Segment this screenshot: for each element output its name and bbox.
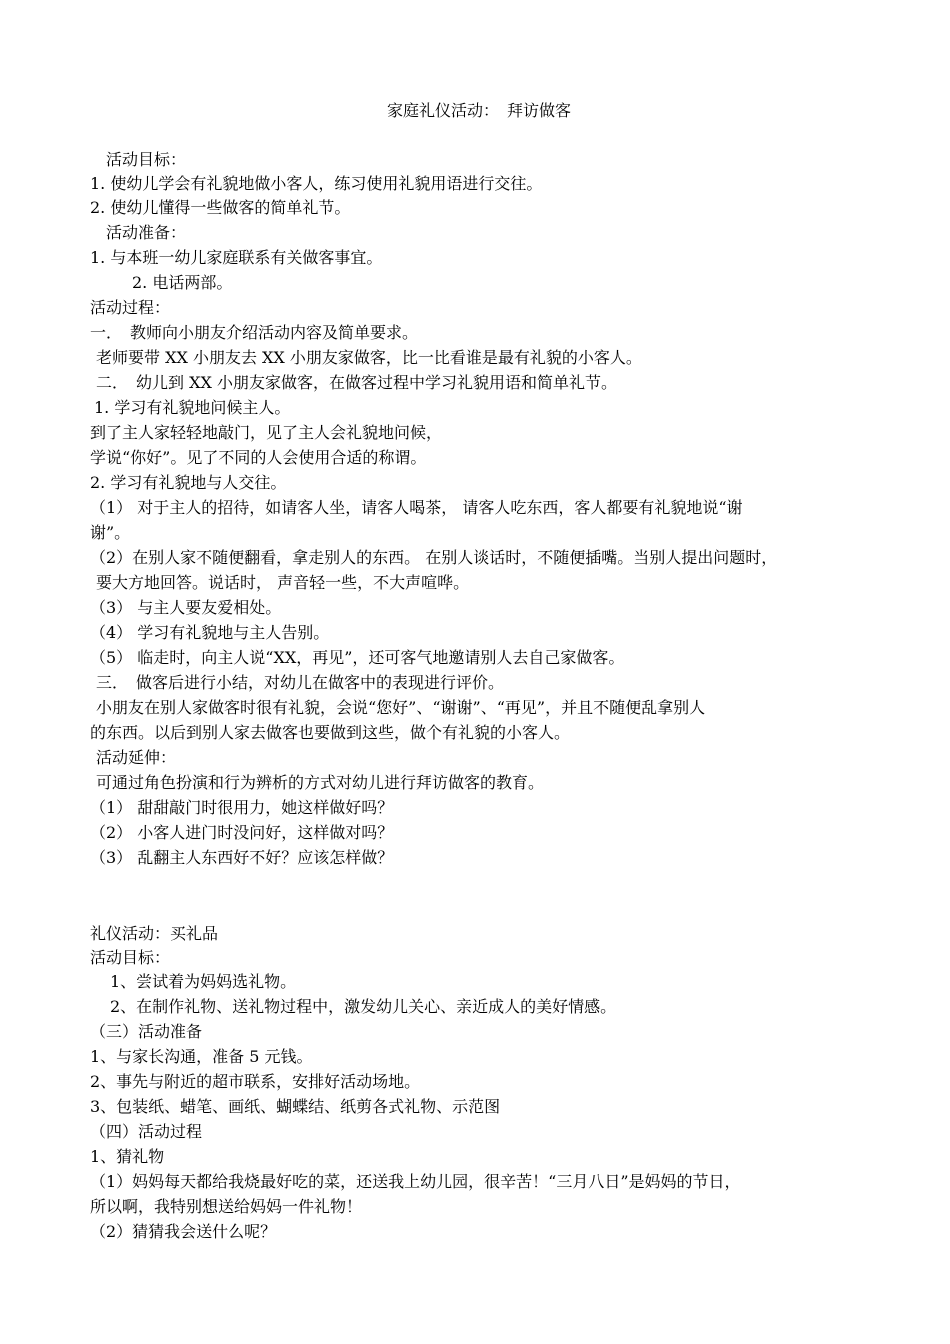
paragraph-line: （2）猜猜我会送什么呢？	[90, 1222, 277, 1241]
paragraph-line: 小朋友在别人家做客时很有礼貌，会说“您好”、“谢谢”、“再见”，并且不随便乱拿别人	[96, 698, 706, 717]
paragraph-line: 的东西。以后到别人家去做客也要做到这些，做个有礼貌的小客人。	[90, 723, 571, 742]
heading-activity-process-2: （四）活动过程	[90, 1122, 203, 1141]
paragraph-line: 1、尝试着为妈妈选礼物。	[110, 972, 297, 991]
heading-activity-extension: 活动延伸：	[96, 748, 177, 767]
paragraph-line: （1）妈妈每天都给我烧最好吃的菜，还送我上幼儿园，很辛苦！“三月八日”是妈妈的节日，	[90, 1172, 741, 1191]
paragraph-line: 学说“你好”。见了不同的人会使用合适的称谓。	[90, 448, 427, 467]
paragraph-line: 可通过角色扮演和行为辨析的方式对幼儿进行拜访做客的教育。	[96, 773, 545, 792]
paragraph-line: （2） 小客人进门时没问好，这样做对吗？	[90, 823, 394, 842]
paragraph-line: 2. 学习有礼貌地与人交往。	[90, 473, 287, 492]
paragraph-line: 2、在制作礼物、送礼物过程中，激发幼儿关心、亲近成人的美好情感。	[110, 997, 617, 1016]
paragraph-line: （3） 乱翻主人东西好不好？应该怎样做？	[90, 848, 394, 867]
heading-activity-goals: 活动目标：	[106, 150, 187, 169]
paragraph-line: 谢”。	[90, 523, 131, 542]
paragraph-line: 二． 幼儿到 XX 小朋友家做客，在做客过程中学习礼貌用语和简单礼节。	[96, 373, 617, 392]
paragraph-line: （3） 与主人要友爱相处。	[90, 598, 282, 617]
paragraph-line: 1、与家长沟通，准备 5 元钱。	[90, 1047, 313, 1066]
paragraph-line: 所以啊，我特别想送给妈妈一件礼物！	[90, 1197, 363, 1216]
paragraph-line: 3、包装纸、蜡笔、画纸、蝴蝶结、纸剪各式礼物、示范图	[90, 1097, 501, 1116]
paragraph-line: 2. 电话两部。	[132, 273, 233, 292]
paragraph-line: （5） 临走时，向主人说“XX，再见”，还可客气地邀请别人去自己家做客。	[90, 648, 625, 667]
paragraph-line: 老师要带 XX 小朋友去 XX 小朋友家做客，比一比看谁是最有礼貌的小客人。	[96, 348, 642, 367]
paragraph-line: （1） 甜甜敲门时很用力，她这样做好吗？	[90, 798, 394, 817]
heading-activity-prep-2: （三）活动准备	[90, 1022, 203, 1041]
paragraph-line: 1. 与本班一幼儿家庭联系有关做客事宜。	[90, 248, 383, 267]
paragraph-line: 1. 学习有礼貌地问候主人。	[94, 398, 291, 417]
paragraph-line: 1、猜礼物	[90, 1147, 165, 1166]
paragraph-line: 一． 教师向小朋友介绍活动内容及简单要求。	[90, 323, 419, 342]
paragraph-line: 1. 使幼儿学会有礼貌地做小客人，练习使用礼貌用语进行交往。	[90, 174, 543, 193]
heading-activity-process: 活动过程：	[90, 298, 171, 317]
paragraph-line: 要大方地回答。说话时， 声音轻一些，不大声喧哗。	[96, 573, 470, 592]
heading-activity-goals-2: 活动目标：	[90, 948, 171, 967]
paragraph-line: 2. 使幼儿懂得一些做客的简单礼节。	[90, 198, 351, 217]
paragraph-line: （4） 学习有礼貌地与主人告别。	[90, 623, 330, 642]
paragraph-line: 三． 做客后进行小结，对幼儿在做客中的表现进行评价。	[96, 673, 505, 692]
heading-activity-prep: 活动准备：	[106, 223, 187, 242]
doc-title: 家庭礼仪活动： 拜访做客	[387, 101, 572, 120]
paragraph-line: 2、事先与附近的超市联系，安排好活动场地。	[90, 1072, 421, 1091]
section2-title: 礼仪活动：买礼品	[90, 924, 219, 943]
paragraph-line: 到了主人家轻轻地敲门，见了主人会礼貌地问候，	[90, 423, 443, 442]
paragraph-line: （1） 对于主人的招待，如请客人坐，请客人喝茶， 请客人吃东西，客人都要有礼貌地说“谢	[90, 498, 743, 517]
paragraph-line: （2）在别人家不随便翻看，拿走别人的东西。 在别人谈话时，不随便插嘴。当别人提出问题时，	[90, 548, 778, 567]
